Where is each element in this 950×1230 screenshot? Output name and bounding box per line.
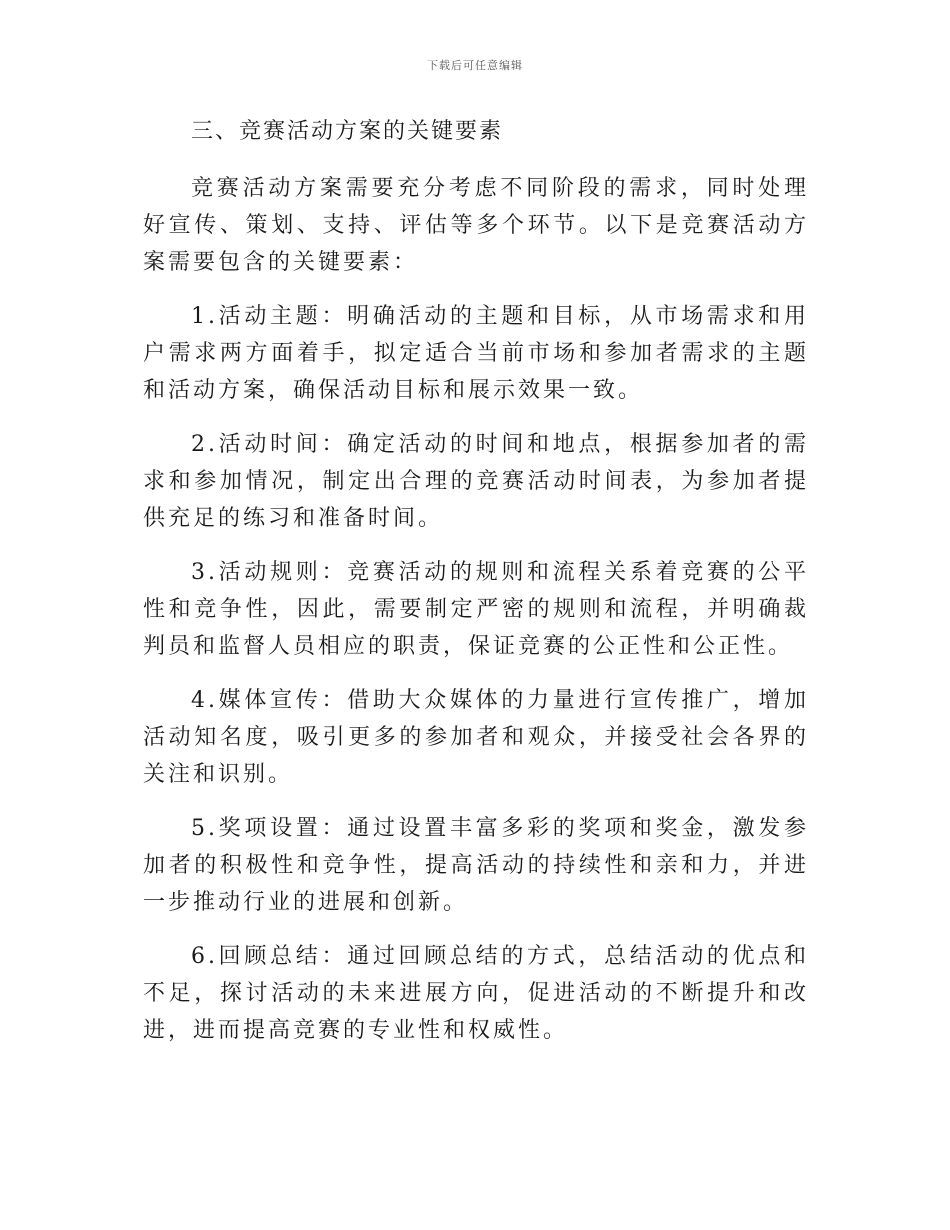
element-item-time: 2.活动时间：确定活动的时间和地点，根据参加者的需求和参加情况，制定出合理的竞赛活动时间表，为参加者提供充足的练习和准备时间。 [143,432,809,531]
section-title: 三、竞赛活动方案的关键要素 [191,119,504,144]
element-item-media: 4.媒体宣传：借助大众媒体的力量进行宣传推广，增加活动知名度，吸引更多的参加者和观众，并接受社会各界的关注和识别。 [143,688,809,787]
element-item-rules: 3.活动规则：竞赛活动的规则和流程关系着竞赛的公平性和竞争性，因此，需要制定严密的规则和流程，并明确裁判员和监督人员相应的职责，保证竞赛的公正性和公正性。 [143,560,809,659]
document-body [143,112,809,1066]
page-header-note: 下载后可任意编辑 [427,59,523,72]
element-item-review: 6.回顾总结：通过回顾总结的方式，总结活动的优点和不足，探讨活动的未来进展方向，促进活动的不断提升和改进，进而提高竞赛的专业性和权威性。 [143,944,809,1043]
element-item-awards: 5.奖项设置：通过设置丰富多彩的奖项和奖金，激发参加者的积极性和竞争性，提高活动的持续性和亲和力，并进一步推动行业的进展和创新。 [143,816,809,915]
intro-paragraph: 竞赛活动方案需要充分考虑不同阶段的需求，同时处理好宣传、策划、支持、评估等多个环节。以下是竞赛活动方案需要包含的关键要素： [143,176,809,275]
element-item-theme: 1.活动主题：明确活动的主题和目标，从市场需求和用户需求两方面着手，拟定适合当前市场和参加者需求的主题和活动方案，确保活动目标和展示效果一致。 [143,304,809,403]
